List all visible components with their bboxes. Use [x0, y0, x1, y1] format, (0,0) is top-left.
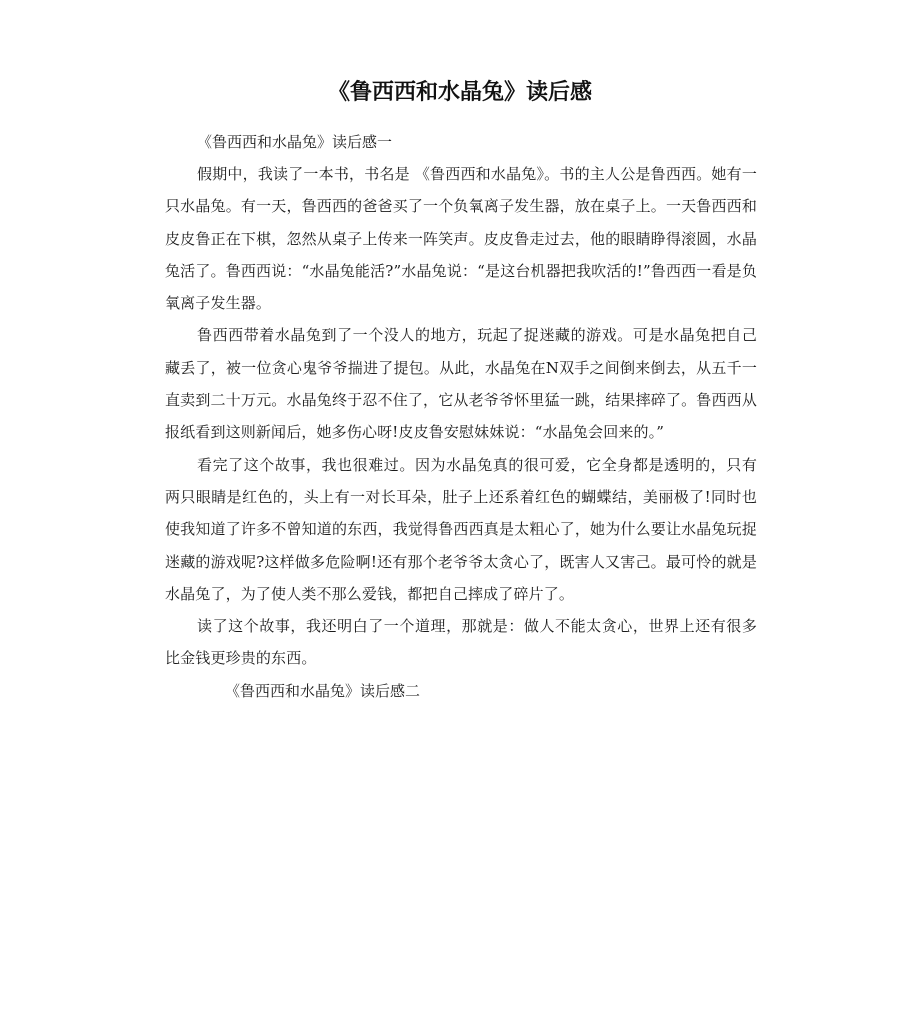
- document-title: 《鲁西西和水晶兔》读后感: [327, 79, 592, 105]
- paragraph-1: 假期中，我读了一本书，书名是 《鲁西西和水晶兔》。书的主人公是鲁西西。她有一只水晶兔。有一天，鲁西西的爸爸买了一个负氧离子发生器，放在桌子上。一天鲁西西和皮皮鲁正在下棋，忽然从桌子上传来一阵笑声。皮皮鲁走过去，他的眼睛睁得滚圆，水晶兔活了。鲁西西说：“水晶兔能活?”水晶兔说：“是这台机器把我吹活的!”鲁西西一看是负氧离子发生器。: [165, 165, 757, 313]
- paragraph-2: 鲁西西带着水晶兔到了一个没人的地方，玩起了捉迷藏的游戏。可是水晶兔把自己藏丢了，被一位贪心鬼爷爷揣进了提包。从此，水晶兔在N双手之间倒来倒去，从五千一直卖到二十万元。水晶兔终于忍不住了，它从老爷爷怀里猛一跳，结果摔碎了。鲁西西从报纸看到这则新闻后，她多伤心呀!皮皮鲁安慰妹妹说：“水晶兔会回来的。”: [165, 326, 757, 442]
- document-body: [165, 126, 757, 707]
- paragraph-3: 看完了这个故事，我也很难过。因为水晶兔真的很可爱，它全身都是透明的，只有两只眼睛是红色的，头上有一对长耳朵，肚子上还系着红色的蝴蝶结，美丽极了!同时也使我知道了许多不曾知道的东西，我觉得鲁西西真是太粗心了，她为什么要让水晶兔玩捉迷藏的游戏呢?这样做多危险啊!还有那个老爷爷太贪心了，既害人又害己。最可怜的就是水晶兔了，为了使人类不那么爱钱，都把自己摔成了碎片了。: [165, 455, 757, 603]
- paragraph-4: 读了这个故事，我还明白了一个道理，那就是：做人不能太贪心，世界上还有很多比金钱更珍贵的东西。: [165, 617, 757, 668]
- section-heading-2: 《鲁西西和水晶兔》读后感二: [225, 681, 421, 700]
- section-heading-1: 《鲁西西和水晶兔》读后感一: [197, 133, 393, 151]
